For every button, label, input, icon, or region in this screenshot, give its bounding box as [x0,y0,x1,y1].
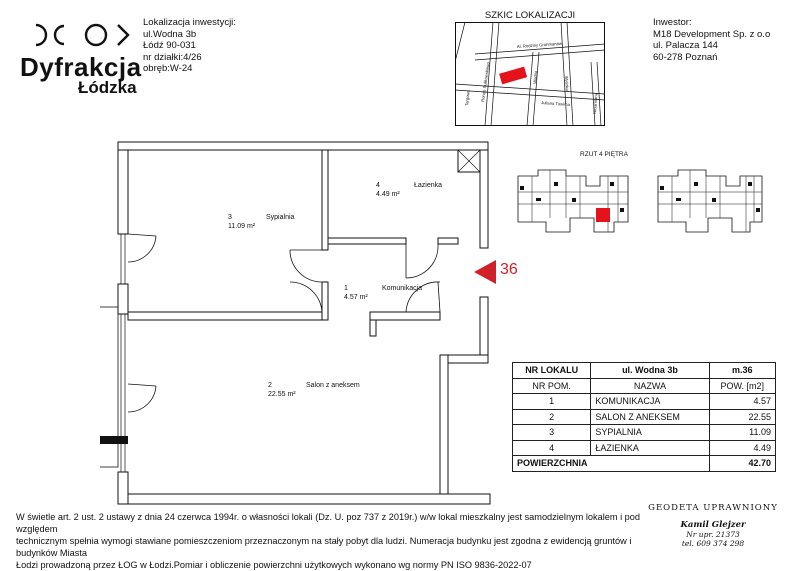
investor-line: ul. Palacza 144 [653,40,718,52]
investor-line: Inwestor: [653,17,692,28]
location-line: nr działki:4/26 [143,51,202,63]
table-subheader-cell: NAZWA [591,378,709,394]
stamp-name: Kamil Glejzer [680,520,746,530]
table-total-label: POWIERZCHNIA [513,456,710,472]
investor-info [653,17,770,63]
table-cell-area: 4.57 [709,394,775,410]
unit-marker-number: 36 [500,261,518,278]
investor-line: 60-278 Poznań [653,51,718,63]
table-cell-name: ŁAZIENKA [591,440,709,456]
stamp-phone: tel. 609 374 298 [681,539,745,548]
table-total-row [513,456,776,472]
map-title: SZKIC LOKALIZACJI [484,10,576,21]
surveyor-stamp [642,503,784,548]
room-name: Salon z aneksem [306,382,360,389]
footnote-line: W świetle art. 2 ust. 2 ustawy z dnia 24 czerwca 1994r. o własności lokali (Dz. U. poz 737 z 2019r.) w/w lokal mieszkalny jest samodzielnym lokalem i pod względem [16,512,640,534]
map-street-label: Wodna [532,70,539,85]
map-street-label: Rondo Sulikowskiego [480,61,491,103]
table-header-row [513,363,776,379]
table-header-cell: ul. Wodna 3b [591,363,709,379]
table-header-cell: m.36 [709,363,775,379]
location-line: Łódź 90-031 [143,40,196,52]
table-row [513,409,776,425]
table-cell-nr: 1 [513,394,591,410]
map-street-label: Juliana Tuwima [540,100,571,108]
table-cell-nr: 4 [513,440,591,456]
table-cell-area: 11.09 [709,425,775,441]
room-label-sypialnia [228,213,294,231]
room-label-lazienka [376,181,442,199]
table-row [513,394,776,410]
footnote-line: technicznym spełnia wymogi stawiane pomieszczeniom przeznaczonym na stały pobyt dla ludzi. Numeracja budynku jest zgodna z ewidencją gruntów i budynków Miasta [16,536,632,558]
room-label-komunikacja [344,284,422,302]
room-label-salon [268,381,360,399]
footnote-line: Łodzi prowadzoną przez ŁOG w Łodzi.Pomiar i obliczenie powierzchni użytkowych wykonano wg normy PN ISO 9836-2022-07 [16,560,532,570]
location-line: Lokalizacja inwestycji: [143,17,236,28]
floor-overview-plan [510,162,770,244]
stamp-title: GEODETA UPRAWNIONY [648,503,778,513]
table-subheader-cell: NR POM. [513,378,591,394]
table-total-value: 42.70 [709,456,775,472]
table-subheader-row [513,378,776,394]
table-header-cell: NR LOKALU [513,363,591,379]
table-cell-area: 22.55 [709,409,775,425]
table-subheader-cell: POW. [m2] [709,378,775,394]
room-name: Łazienka [414,182,443,189]
location-line: obręb:W-24 [143,63,193,75]
map-street-label: Wysoka [564,75,571,91]
room-area: 11.09 m² [228,223,256,230]
table-cell-name: SALON Z ANEKSEM [591,409,709,425]
map-street-label: Niciarniana [592,92,599,115]
room-area: 4.57 m² [344,294,368,301]
location-sketch [455,22,605,126]
table-cell-nr: 3 [513,425,591,441]
room-number: 2 [268,382,272,389]
room-area: 4.49 m² [376,191,400,198]
room-name: Sypialnia [266,214,295,221]
location-line: ul.Wodna 3b [143,28,197,40]
table-cell-area: 4.49 [709,440,775,456]
legal-footnote [16,511,656,571]
room-number: 4 [376,182,380,189]
room-area: 22.55 m² [268,391,296,398]
room-name: Komunikacja [382,285,423,292]
area-table [512,362,776,472]
floor-overview-title: RZUT 4 PIĘTRA [580,151,628,158]
stamp-license: Nr upr. 21373 [686,530,740,539]
table-cell-nr: 2 [513,409,591,425]
location-info [143,17,236,75]
logo-mark [30,18,140,52]
table-row [513,425,776,441]
room-number: 1 [344,285,348,292]
map-street-label: Targowa [464,89,471,107]
table-row [513,440,776,456]
investor-line: M18 Development Sp. z o.o [653,28,771,40]
map-street-label: Al. Rodziny Grohmanów [516,40,563,49]
brand-title: Dyfrakcja [20,52,142,82]
table-cell-name: KOMUNIKACJA [591,394,709,410]
table-cell-name: SYPIALNIA [591,425,709,441]
room-number: 3 [228,214,232,221]
floor-overview-unit-highlight [596,208,610,222]
brand-subtitle: Łódzka [78,78,137,97]
